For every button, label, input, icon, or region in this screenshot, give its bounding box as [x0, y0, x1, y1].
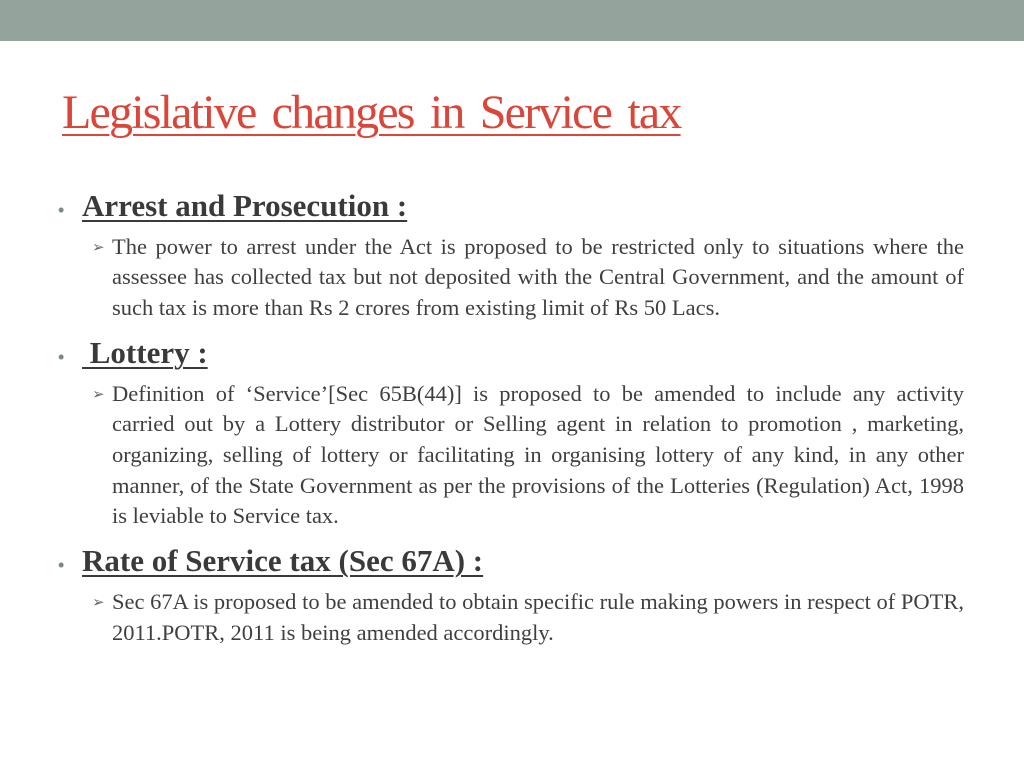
bullet-icon: •	[58, 555, 65, 576]
arrow-bullet-icon: ➢	[92, 592, 105, 611]
section-heading-row	[58, 187, 964, 226]
arrow-bullet-icon: ➢	[92, 384, 105, 403]
sub-point-text: Sec 67A is proposed to be amended to obtain specific rule making powers in respect of POTR, 2011.POTR, 2011 is being amended accordingly.	[112, 588, 964, 645]
section-heading-row	[58, 334, 964, 373]
bullet-icon: •	[58, 346, 65, 367]
sub-point	[92, 379, 964, 533]
bullet-icon: •	[58, 200, 65, 220]
top-bar	[0, 0, 1024, 41]
section-arrest-prosecution	[58, 187, 964, 324]
section-rate-of-service-tax	[58, 542, 964, 648]
slide-title: Legislative changes in Service tax	[62, 86, 681, 139]
section-heading: Rate of Service tax (Sec 67A) :	[82, 543, 484, 579]
section-heading-row	[58, 542, 964, 581]
section-heading: Lottery :	[82, 334, 208, 370]
slide-content	[58, 187, 964, 648]
sub-point	[92, 587, 964, 648]
sub-point	[92, 232, 964, 324]
sub-point-text: The power to arrest under the Act is proposed to be restricted only to situations where the assessee has collected tax but not deposited with the Central Government, and the amount of such tax is more than Rs 2 crores from existing limit of Rs 50 Lacs.	[112, 233, 964, 321]
section-heading: Arrest and Prosecution :	[82, 188, 408, 223]
sub-point-text: Definition of ‘Service’[Sec 65B(44)] is proposed to be amended to include any activity carried out by a Lottery distributor or Selling agent in relation to promotion , marketing, organizing, selling of lottery or facilitating in organising lottery of any kind, in any other manner, of the State Government as per the provisions of the Lotteries (Regulation) Act, 1998 is leviable to Service tax.	[112, 380, 964, 529]
arrow-bullet-icon: ➢	[92, 237, 105, 256]
section-lottery	[58, 334, 964, 532]
